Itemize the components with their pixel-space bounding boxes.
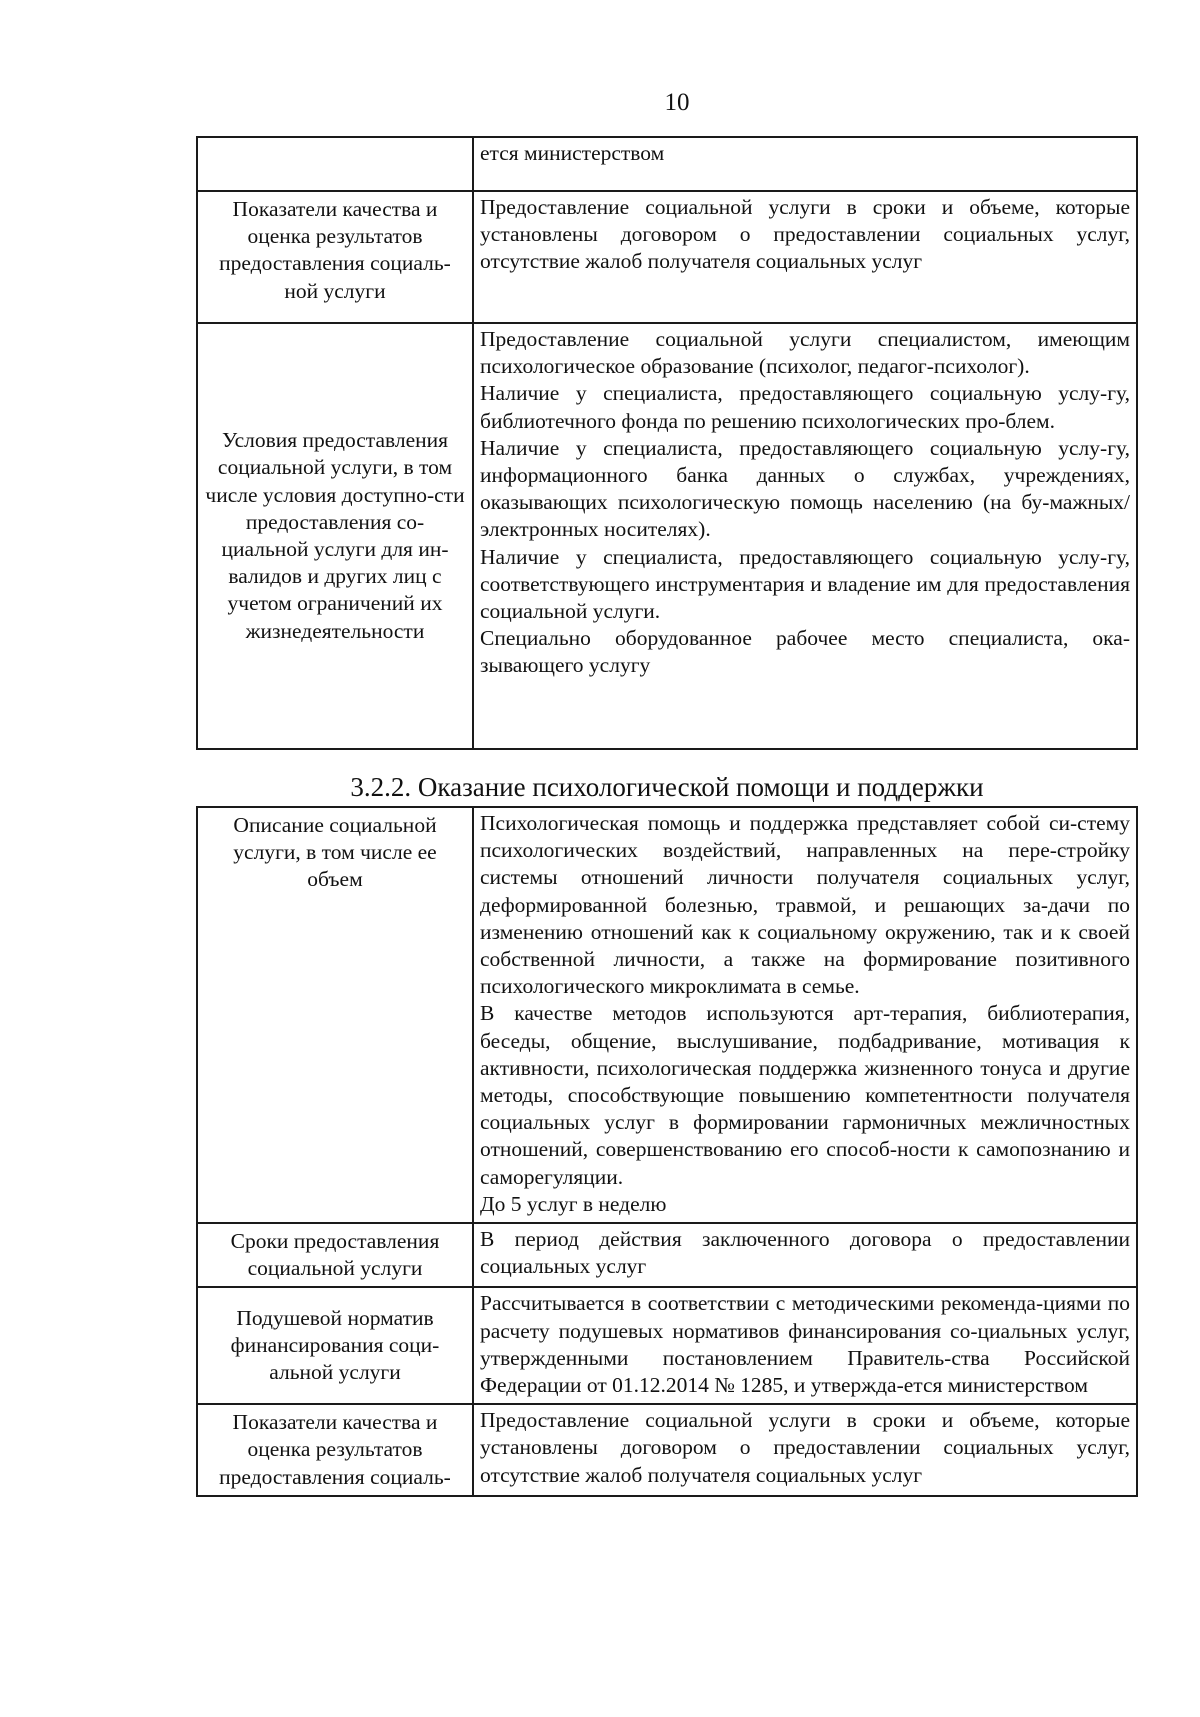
paragraph: Наличие у специалиста, предоставляющего социальную услу-гу, библиотечного фонда по решению психологических про-блем. [480,381,1130,433]
paragraph: Наличие у специалиста, предоставляющего социальную услу-гу, информационного банка данных о службах, учреждениях, оказывающих психологическую помощь населению (на бу-мажных/электронных носителях). [480,435,1130,542]
row-label: Описание социальной услуги, в том числе ее объем [197,807,473,1223]
table-row [197,137,1137,191]
table-row [197,807,1137,1223]
section-heading: 3.2.2. Оказание психологической помощи и поддержки [350,772,984,802]
paragraph: Наличие у специалиста, предоставляющего социальную услу-гу, соответствующего инструментария и владение им для предоставления социальной услуги. [480,544,1130,624]
paragraph: В качестве методов используются арт-терапия, библиотерапия, беседы, общение, выслушивание, подбадривание, мотивация к активности, психологическая поддержка жизненного тонуса и другие методы, способствующие повышению компетентности получателя социальных услуг в формировании гармоничных межличностных отношений, совершенствованию его способ-ности к самопознанию и саморегуляции. [480,1001,1130,1189]
row-label: Показатели качества и оценка результатов предоставления социаль-ной услуги [197,191,473,323]
service-table-continued [196,136,1138,750]
table-row [197,1223,1137,1287]
table-row [197,1287,1137,1404]
row-value [473,807,1137,1223]
table-row [197,191,1137,323]
row-label: Условия предоставления социальной услуги, в том числе условия доступно-сти предоставления со-циальной услуги для ин-валидов и других лиц с учетом ограничений их жизнедеятельности [197,323,473,749]
row-value: Рассчитывается в соответствии с методическими рекоменда-циями по расчету подушевых нормативов финансирования со-циальных услуг, утвержденными постановлением Правитель-ства Российской Федерации от 01.12.2014 № 1285, и утвержда-ется министерством [473,1287,1137,1404]
page-number: 10 [664,89,690,116]
table-row [197,1404,1137,1496]
row-value: ется министерством [473,137,1137,191]
paragraph: Предоставление социальной услуги специалистом, имеющим психологическое образование (психолог, педагог-психолог). [480,327,1130,379]
row-value: Предоставление социальной услуги в сроки и объеме, которые установлены договором о предоставлении социальных услуг, отсутствие жалоб получателя социальных услуг [473,191,1137,323]
row-label [197,137,473,191]
row-value: В период действия заключенного договора о предоставлении социальных услуг [473,1223,1137,1287]
table-row [197,323,1137,749]
row-label: Сроки предоставления социальной услуги [197,1223,473,1287]
paragraph: До 5 услуг в неделю [480,1191,667,1216]
service-table [196,806,1138,1497]
row-label: Подушевой норматив финансирования соци-альной услуги [197,1287,473,1404]
row-value: Предоставление социальной услуги в сроки и объеме, которые установлены договором о предоставлении социальных услуг, отсутствие жалоб получателя социальных услуг [473,1404,1137,1496]
paragraph: Специально оборудованное рабочее место специалиста, ока-зывающего услугу [480,626,1130,678]
row-label: Показатели качества и оценка результатов предоставления социаль- [197,1404,473,1496]
row-value [473,323,1137,749]
paragraph: Психологическая помощь и поддержка представляет собой си-стему психологических воздействий, направленных на пере-стройку системы отношений личности получателя социальных услуг, деформированной болезнью, травмой, и решающих за-дачи по изменению отношений как к социальному окружению, так и к своей собственной личности, а также на формирование позитивного психологического микроклимата в семье. [480,811,1130,999]
